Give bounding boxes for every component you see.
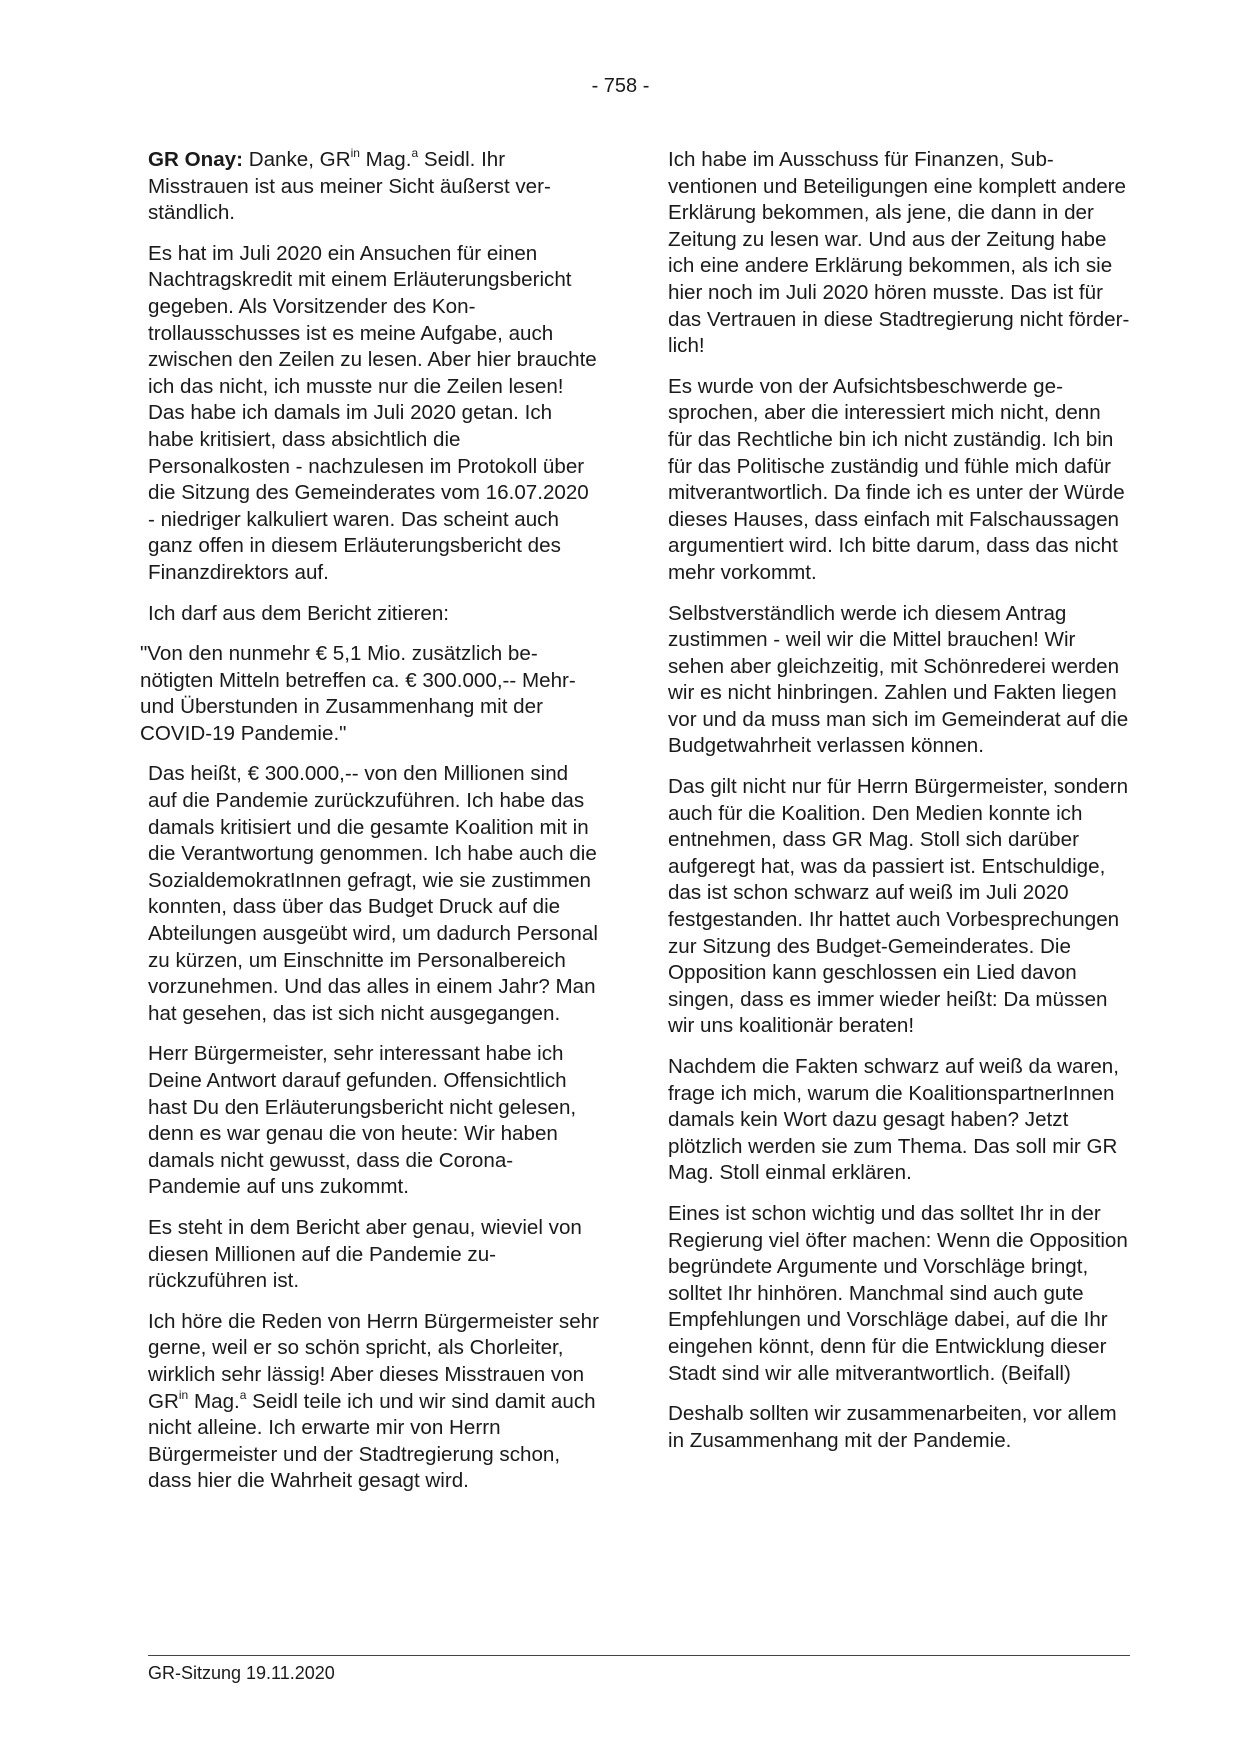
paragraph: Ich habe im Ausschuss für Finanzen, Subventionen und Beteiligungen eine komplett andere Erklärung bekommen, als jene, die dann in der Zeitung zu lesen war. Und aus der Zeitung habe ich eine andere Erklärung bekommen, als ich sie hier noch im Juli 2020 hören musste. Das ist für das Vertrauen in diese Stadtregierung nicht förderlich!	[668, 148, 1130, 358]
paragraph: Es steht in dem Bericht aber genau, wieviel von diesen Millionen auf die Pandemie zurückzuführen ist.	[148, 1215, 582, 1293]
footer-divider	[148, 1655, 1130, 1656]
left-column	[140, 146, 601, 1509]
superscript: a	[411, 146, 419, 160]
page-number: - 758 -	[591, 75, 650, 97]
text-run: Mag.	[188, 1389, 240, 1413]
paragraph	[148, 1309, 601, 1495]
superscript: a	[239, 1387, 247, 1402]
paragraph	[148, 147, 601, 227]
footer-session-date: GR-Sitzung 19.11.2020	[148, 1663, 335, 1683]
paragraph: Selbstverständlich werde ich diesem Antrag zustimmen - weil wir die Mittel brauchen! Wir sehen aber gleichzeitig, mit Schönrederei werden wir es nicht hinbringen. Zahlen und Fakten liegen vor und da muss man sich im Gemeinderat auf die Budgetwahrheit verlassen können.	[668, 601, 1129, 758]
text-run: Ich höre die Reden von Herrn Bürgermeister sehr gerne, weil er so schön spricht, als Chorleiter, wirklich sehr lässig! Aber dieses Misstrauen von GR	[148, 1309, 599, 1413]
paragraph: Das heißt, € 300.000,-- von den Millionen sind auf die Pandemie zurückzuführen. Ich habe das damals kritisiert und die gesamte Koalition mit in die Verantwortung genommen. Ich habe auch die SozialdemokratInnen gefragt, wie sie zustimmen konnten, dass über das Budget Druck auf die Abteilungen ausgeübt wird, um dadurch Personal zu kürzen, um Einschnitte im Personalbereich vorzunehmen. Und das alles in einem Jahr? Man hat gesehen, das ist sich nicht ausgegangen.	[148, 762, 598, 1025]
speaker-name: GR Onay:	[148, 148, 243, 171]
text-run: Seidl. Ihr Misstrauen ist aus meiner Sicht äußerst verständlich.	[148, 148, 551, 225]
superscript: in	[178, 1387, 189, 1402]
paragraph: Deshalb sollten wir zusammenarbeiten, vor allem in Zusammenhang mit der Pandemie.	[668, 1402, 1117, 1452]
paragraph: Das gilt nicht nur für Herrn Bürgermeister, sondern auch für die Koalition. Den Medien konnte ich entnehmen, dass GR Mag. Stoll sich darüber aufgeregt hat, was da passiert ist. Entschuldige, das ist schon schwarz auf weiß im Juli 2020 festgestanden. Ihr hattet auch Vorbesprechungen zur Sitzung des Budget-Gemeinderates. Die Opposition kann geschlossen ein Lied davon singen, dass es immer wieder heißt: Da müssen wir uns koalitionär beraten!	[668, 775, 1129, 1038]
paragraph: Herr Bürgermeister, sehr interessant habe ich Deine Antwort darauf gefunden. Offensichtlich hast Du den Erläuterungsbericht nicht gelesen, denn es war genau die von heute: Wir haben damals nicht gewusst, dass die Corona-Pandemie auf uns zukommt.	[148, 1042, 577, 1199]
paragraph: Es hat im Juli 2020 ein Ansuchen für einen Nachtragskredit mit einem Erläuterungsbericht gegeben. Als Vorsitzender des Kontrollausschusses ist es meine Aufgabe, auch zwischen den Zeilen zu lesen. Aber hier brauchte ich das nicht, ich musste nur die Zeilen lesen! Das habe ich damals im Juli 2020 getan. Ich habe kritisiert, dass absichtlich die Personalkosten - nachzulesen im Protokoll über die Sitzung des Gemeinderates vom 16.07.2020 - niedriger kalkuliert waren. Das scheint auch ganz offen in diesem Erläuterungsbericht des Finanzdirektors auf.	[148, 241, 597, 584]
paragraph: Eines ist schon wichtig und das solltet Ihr in der Regierung viel öfter machen: Wenn die Opposition begründete Argumente und Vorschläge bringt, solltet Ihr hinhören. Manchmal sind auch gute Empfehlungen und Vorschläge dabei, auf die Ihr eingehen könnt, denn für die Entwicklung dieser Stadt sind wir alle mitverantwortlich. (Beifall)	[668, 1201, 1128, 1385]
paragraph: Es wurde von der Aufsichtsbeschwerde gesprochen, aber die interessiert mich nicht, denn für das Rechtliche bin ich nicht zuständig. Ich bin für das Politische zuständig und fühle mich dafür mitverantwortlich. Da finde ich es unter der Würde dieses Hauses, dass einfach mit Falschaussagen argumentiert wird. Ich bitte darum, dass das nicht mehr vorkommt.	[668, 374, 1125, 584]
text-run: Seidl teile ich und wir sind damit auch nicht alleine. Ich erwarte mir von Herrn Bürgermeister und der Stadtregierung schon, dass hier die Wahrheit gesagt wird.	[148, 1389, 596, 1493]
paragraph: Ich darf aus dem Bericht zitieren:	[148, 601, 450, 625]
paragraph: Nachdem die Fakten schwarz auf weiß da waren, frage ich mich, warum die KoalitionspartnerInnen damals kein Wort dazu gesagt haben? Jetzt plötzlich werden sie zum Thema. Das soll mir GR Mag. Stoll einmal erklären.	[668, 1055, 1119, 1185]
superscript: in	[350, 146, 360, 160]
text-run: Mag.	[359, 148, 412, 171]
quote-paragraph: "Von den nunmehr € 5,1 Mio. zusätzlich benötigten Mitteln betreffen ca. € 300.000,-- Mehr- und Überstunden in Zusammenhang mit der COVID-19 Pandemie."	[140, 642, 576, 745]
right-column	[668, 147, 1130, 1468]
text-run: Danke, GR	[242, 148, 351, 171]
